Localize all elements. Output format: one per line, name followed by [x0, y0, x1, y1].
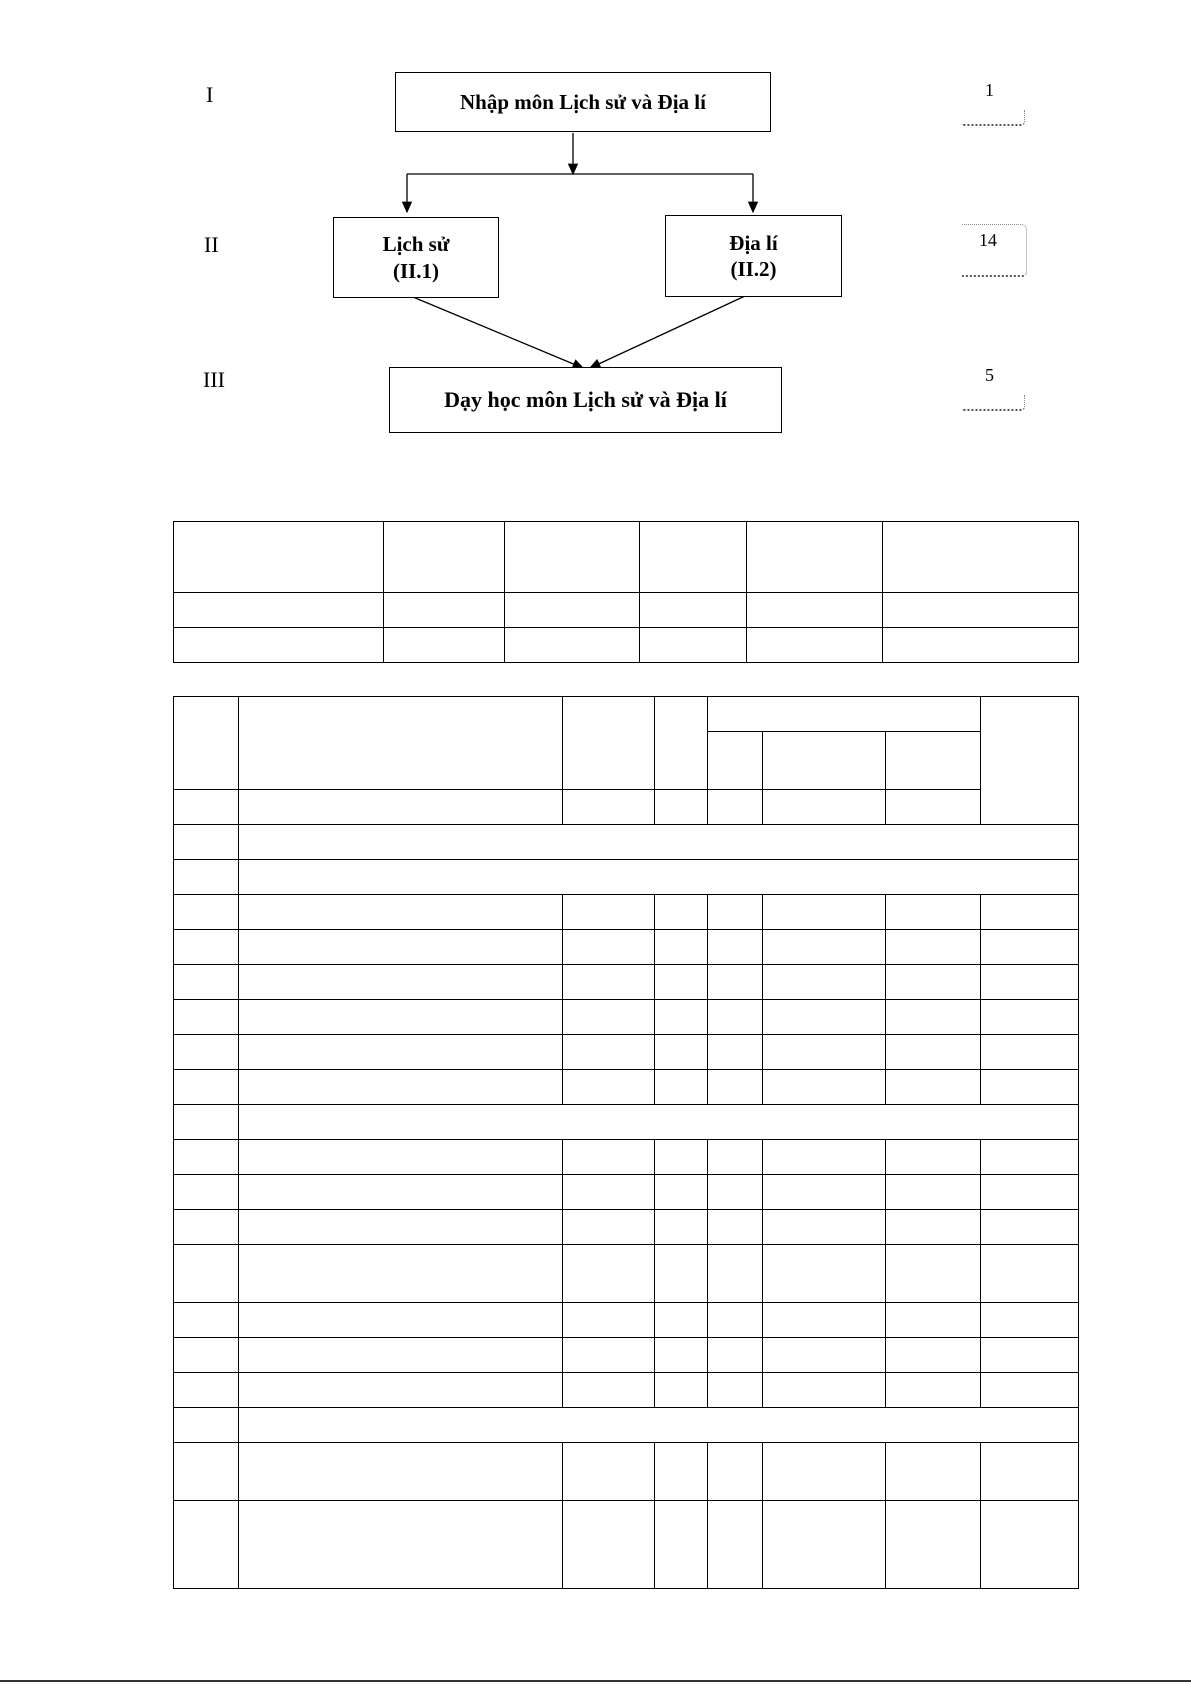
- table-cell: [708, 1338, 763, 1373]
- table-cell: [239, 1338, 563, 1373]
- table-cell: [886, 1070, 981, 1105]
- level-label-3: III: [203, 367, 225, 392]
- table-cell: [384, 593, 505, 628]
- table-cell: [239, 1245, 563, 1303]
- table-cell: [747, 593, 883, 628]
- table-cell: [239, 1303, 563, 1338]
- table-cell: [655, 1035, 708, 1070]
- table-cell: [655, 697, 708, 790]
- table-cell: [886, 1000, 981, 1035]
- count-level-2: 14: [979, 230, 997, 250]
- table-cell: [763, 1175, 886, 1210]
- table-cell: [174, 522, 384, 593]
- table-cell: [174, 1408, 239, 1443]
- table-cell: [384, 628, 505, 663]
- table-cell: [174, 790, 239, 825]
- table-cell: [708, 1245, 763, 1303]
- table-cell: [239, 860, 1079, 895]
- table-cell: [981, 1210, 1079, 1245]
- table-cell: [563, 1210, 655, 1245]
- count-bracket-1: [962, 110, 1025, 126]
- table-cell: [708, 930, 763, 965]
- table-cell: [981, 930, 1079, 965]
- summary-table: [173, 521, 1079, 663]
- teaching-box-label: Dạy học môn Lịch sử và Địa lí: [444, 387, 727, 413]
- section-row: [174, 825, 1079, 860]
- table-cell: [563, 895, 655, 930]
- table-cell: [655, 1140, 708, 1175]
- table-cell: [655, 1070, 708, 1105]
- table-cell: [563, 1035, 655, 1070]
- section-row: [174, 1408, 1079, 1443]
- table-row: [174, 1443, 1079, 1501]
- table-cell: [655, 1000, 708, 1035]
- table-cell: [239, 895, 563, 930]
- table-cell: [563, 1245, 655, 1303]
- table-cell: [763, 790, 886, 825]
- table-cell: [981, 1140, 1079, 1175]
- table-cell: [708, 1443, 763, 1501]
- table-cell: [763, 1210, 886, 1245]
- table-row: [174, 1140, 1079, 1175]
- table-cell: [563, 1070, 655, 1105]
- table-cell: [563, 1175, 655, 1210]
- table-cell: [174, 860, 239, 895]
- table-cell: [174, 825, 239, 860]
- table-cell: [174, 1338, 239, 1373]
- table-cell: [708, 895, 763, 930]
- detail-table: [173, 696, 1079, 1589]
- table-row: [174, 1338, 1079, 1373]
- table-cell: [747, 628, 883, 663]
- table-cell: [174, 1000, 239, 1035]
- table-cell: [174, 1373, 239, 1408]
- table-cell: [174, 1140, 239, 1175]
- level-label-1: I: [206, 82, 214, 107]
- table-row: [174, 930, 1079, 965]
- table-cell: [981, 1501, 1079, 1589]
- table-row: [174, 1000, 1079, 1035]
- history-box: [333, 217, 499, 298]
- table-cell: [563, 1443, 655, 1501]
- table-cell: [239, 1035, 563, 1070]
- table-row: [174, 895, 1079, 930]
- table-cell: [563, 1501, 655, 1589]
- summary-header-row: [174, 522, 1079, 593]
- table-cell: [174, 1105, 239, 1140]
- table-cell: [708, 1210, 763, 1245]
- table-cell: [174, 628, 384, 663]
- page-bottom-rule: [0, 1680, 1191, 1682]
- table-cell: [563, 697, 655, 790]
- table-cell: [655, 1373, 708, 1408]
- table-row: [174, 1210, 1079, 1245]
- table-cell: [763, 1373, 886, 1408]
- table-cell: [563, 1338, 655, 1373]
- table-cell: [563, 1303, 655, 1338]
- table-cell: [174, 1210, 239, 1245]
- table-cell: [174, 930, 239, 965]
- geography-box: [665, 215, 842, 297]
- table-cell: [239, 1175, 563, 1210]
- count-level-3: 5: [985, 365, 994, 385]
- table-cell: [981, 1245, 1079, 1303]
- table-cell: [763, 1035, 886, 1070]
- table-row: [174, 1070, 1079, 1105]
- table-cell: [886, 1140, 981, 1175]
- table-cell: [886, 1245, 981, 1303]
- table-cell: [883, 628, 1079, 663]
- table-cell: [708, 1140, 763, 1175]
- table-cell: [239, 790, 563, 825]
- table-cell: [886, 1373, 981, 1408]
- table-cell: [239, 1408, 1079, 1443]
- table-cell: [886, 1210, 981, 1245]
- table-cell: [981, 1443, 1079, 1501]
- table-cell: [708, 1303, 763, 1338]
- table-cell: [981, 1303, 1079, 1338]
- table-cell: [763, 1140, 886, 1175]
- table-cell: [239, 1501, 563, 1589]
- table-cell: [708, 697, 981, 732]
- table-cell: [239, 1210, 563, 1245]
- table-cell: [174, 1035, 239, 1070]
- table-cell: [239, 930, 563, 965]
- table-cell: [981, 1000, 1079, 1035]
- table-cell: [640, 522, 747, 593]
- table-cell: [883, 522, 1079, 593]
- table-cell: [655, 790, 708, 825]
- table-cell: [886, 1303, 981, 1338]
- table-cell: [239, 1000, 563, 1035]
- table-cell: [886, 930, 981, 965]
- table-cell: [655, 1303, 708, 1338]
- table-row: [174, 1373, 1079, 1408]
- table-cell: [174, 965, 239, 1000]
- table-row: [174, 1175, 1079, 1210]
- table-cell: [886, 1035, 981, 1070]
- history-box-title: Lịch sử: [382, 232, 450, 257]
- table-cell: [886, 1175, 981, 1210]
- table-cell: [886, 1443, 981, 1501]
- table-cell: [747, 522, 883, 593]
- table-cell: [563, 1373, 655, 1408]
- intro-box: [395, 72, 771, 132]
- table-cell: [239, 1105, 1079, 1140]
- table-cell: [505, 593, 640, 628]
- table-cell: [174, 593, 384, 628]
- table-cell: [708, 790, 763, 825]
- table-cell: [981, 1338, 1079, 1373]
- count-bracket-2: [962, 224, 1027, 277]
- table-row: [174, 1035, 1079, 1070]
- table-cell: [708, 965, 763, 1000]
- table-cell: [886, 895, 981, 930]
- table-cell: [384, 522, 505, 593]
- table-cell: [239, 697, 563, 790]
- table-cell: [655, 1443, 708, 1501]
- table-cell: [174, 697, 239, 790]
- table-cell: [708, 1035, 763, 1070]
- detail-header-row: [174, 697, 1079, 732]
- table-cell: [655, 965, 708, 1000]
- summary-row: [174, 628, 1079, 663]
- table-cell: [708, 1070, 763, 1105]
- table-cell: [239, 825, 1079, 860]
- geography-box-title: Địa lí: [729, 230, 778, 255]
- table-cell: [563, 965, 655, 1000]
- table-cell: [174, 895, 239, 930]
- table-cell: [886, 965, 981, 1000]
- table-cell: [563, 790, 655, 825]
- table-row: [174, 965, 1079, 1000]
- table-cell: [763, 965, 886, 1000]
- table-cell: [981, 1070, 1079, 1105]
- intro-box-label: Nhập môn Lịch sử và Địa lí: [460, 89, 706, 114]
- geography-box-code: (II.2): [730, 257, 777, 281]
- table-cell: [174, 1175, 239, 1210]
- table-cell: [981, 965, 1079, 1000]
- table-cell: [174, 1443, 239, 1501]
- table-cell: [655, 895, 708, 930]
- table-cell: [708, 1373, 763, 1408]
- table-cell: [886, 732, 981, 790]
- section-row: [174, 1105, 1079, 1140]
- table-cell: [708, 732, 763, 790]
- table-cell: [886, 1501, 981, 1589]
- table-cell: [981, 1035, 1079, 1070]
- table-cell: [886, 1338, 981, 1373]
- table-cell: [563, 1000, 655, 1035]
- table-row: [174, 1501, 1079, 1589]
- table-cell: [563, 1140, 655, 1175]
- table-cell: [763, 1000, 886, 1035]
- table-cell: [655, 1210, 708, 1245]
- table-cell: [708, 1000, 763, 1035]
- table-cell: [763, 1338, 886, 1373]
- table-cell: [763, 1501, 886, 1589]
- table-cell: [981, 1175, 1079, 1210]
- table-row: [174, 1303, 1079, 1338]
- table-cell: [174, 1303, 239, 1338]
- table-cell: [763, 930, 886, 965]
- summary-row: [174, 593, 1079, 628]
- table-cell: [763, 1245, 886, 1303]
- table-cell: [763, 1070, 886, 1105]
- history-box-code: (II.1): [392, 258, 440, 283]
- table-cell: [708, 1175, 763, 1210]
- table-cell: [886, 790, 981, 825]
- count-bracket-3: [962, 395, 1025, 411]
- table-cell: [174, 1245, 239, 1303]
- table-cell: [763, 1443, 886, 1501]
- count-level-1: 1: [985, 80, 994, 100]
- level-label-2: II: [204, 232, 219, 257]
- table-cell: [239, 965, 563, 1000]
- table-cell: [708, 1501, 763, 1589]
- table-cell: [239, 1070, 563, 1105]
- table-cell: [239, 1140, 563, 1175]
- table-cell: [563, 930, 655, 965]
- table-cell: [655, 1175, 708, 1210]
- table-cell: [174, 1070, 239, 1105]
- table-cell: [655, 930, 708, 965]
- table-cell: [763, 1303, 886, 1338]
- table-cell: [640, 628, 747, 663]
- table-cell: [655, 1245, 708, 1303]
- table-cell: [505, 522, 640, 593]
- table-row: [174, 1245, 1079, 1303]
- table-cell: [981, 1373, 1079, 1408]
- table-cell: [239, 1373, 563, 1408]
- table-cell: [883, 593, 1079, 628]
- table-cell: [505, 628, 640, 663]
- table-cell: [763, 895, 886, 930]
- table-cell: [981, 697, 1079, 825]
- table-cell: [655, 1338, 708, 1373]
- detail-header-row: [174, 790, 1079, 825]
- table-cell: [239, 1443, 563, 1501]
- section-row: [174, 860, 1079, 895]
- table-cell: [763, 732, 886, 790]
- table-cell: [174, 1501, 239, 1589]
- table-cell: [981, 895, 1079, 930]
- teaching-box: [389, 367, 782, 433]
- table-cell: [655, 1501, 708, 1589]
- table-cell: [640, 593, 747, 628]
